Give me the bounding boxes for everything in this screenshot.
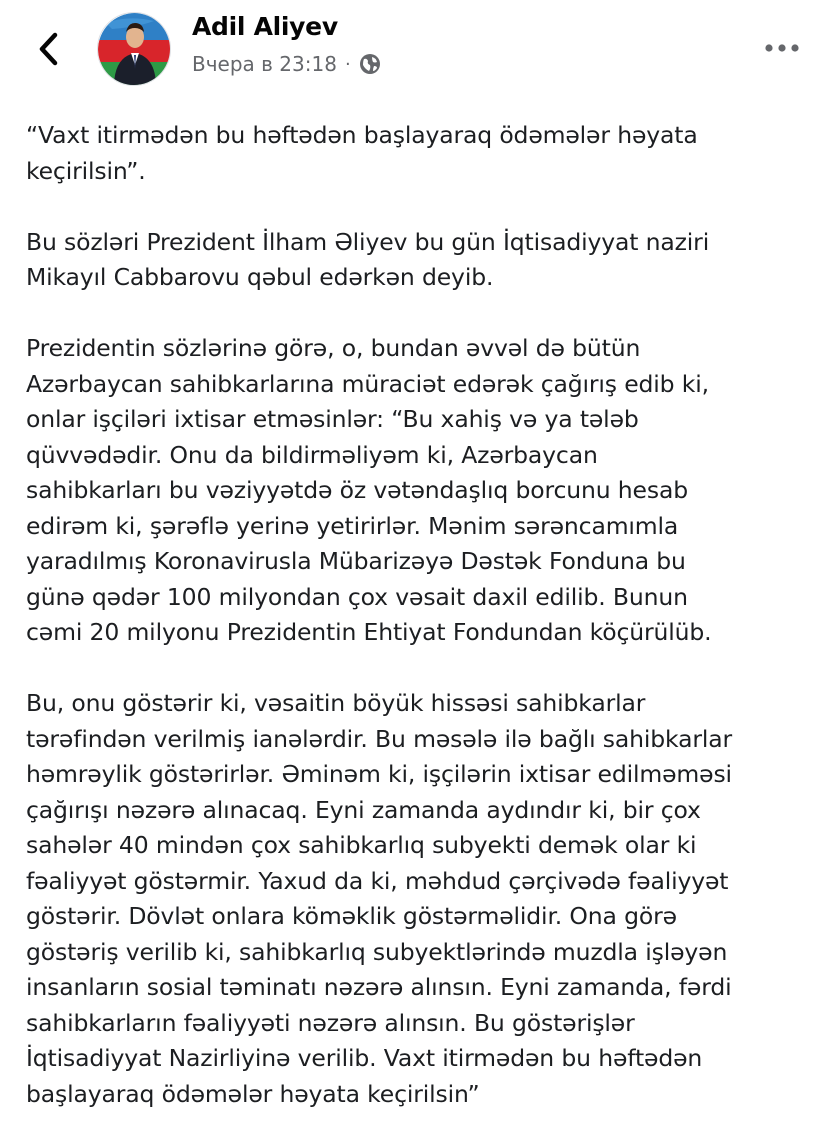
text-line: qüvvədədir. Onu da bildirməliyəm ki, Azərbaycan xyxy=(26,440,598,469)
post-text xyxy=(26,118,816,1112)
text-line: Bu sözləri Prezident İlham Əliyev bu gün İqtisadiyyat naziri xyxy=(26,227,710,256)
post-meta xyxy=(192,50,381,78)
text-line: Prezidentin sözlərinə görə, o, bundan əvvəl də bütün xyxy=(26,334,641,362)
paragraph-2 xyxy=(26,225,816,296)
text-line: insanların sosial təminatı nəzərə alınsın. Eyni zamanda, fərdi xyxy=(26,973,732,1001)
text-line: edirəm ki, şərəflə yerinə yetirirlər. Mənim sərəncamımla xyxy=(26,511,679,540)
back-button[interactable] xyxy=(28,26,68,72)
text-line: yaradılmış Koronavirusla Mübarizəyə Dəstək Fonduna bu xyxy=(26,547,686,575)
text-line: keçirilsin”. xyxy=(26,156,146,185)
text-line: çağırışı nəzərə alınacaq. Eyni zamanda aydındır ki, bir çox xyxy=(26,795,701,824)
meta-separator: · xyxy=(344,53,351,75)
profile-photo xyxy=(98,13,171,86)
post-header xyxy=(0,0,828,100)
text-line: göstərir. Dövlət onlara köməklik göstərməlidir. Ona görə xyxy=(26,902,677,930)
text-line: günə qədər 100 milyondan çox vəsait daxil edilib. Bunun xyxy=(26,582,688,611)
text-line: Bu, onu göstərir ki, vəsaitin böyük hissəsi sahibkarlar xyxy=(26,689,646,717)
text-line: sahələr 40 mindən çox sahibkarlıq subyekti demək olar ki xyxy=(26,831,697,859)
text-line: göstəriş verilib ki, sahibkarlıq subyektlərində muzdla işləyən xyxy=(26,937,728,966)
text-line: tərəfindən verilmiş ianələrdir. Bu məsələ ilə bağlı sahibkarlar xyxy=(26,724,732,753)
text-line: Mikayıl Cabbarovu qəbul edərkən deyib. xyxy=(26,263,494,291)
text-line: İqtisadiyyat Nazirliyinə verilib. Vaxt itirmədən bu həftədən xyxy=(26,1044,703,1072)
chevron-left-icon xyxy=(37,32,59,66)
text-line: sahibkarların fəaliyyəti nəzərə alınsın. Bu göstərişlər xyxy=(26,1008,635,1037)
more-options-button[interactable] xyxy=(760,30,804,66)
more-horizontal-icon xyxy=(764,43,800,53)
paragraph-4 xyxy=(26,686,816,1112)
text-line: sahibkarları bu vəziyyətdə öz vətəndaşlıq borcunu hesab xyxy=(26,476,688,504)
text-line: cəmi 20 milyonu Prezidentin Ehtiyat Fondundan köçürülüb. xyxy=(26,618,712,646)
text-line: Azərbaycan sahibkarlarına müraciət edərək çağırış edib ki, xyxy=(26,369,709,398)
text-line: “Vaxt itirmədən bu həftədən başlayaraq ödəmələr həyata xyxy=(26,121,698,149)
paragraph-1 xyxy=(26,118,816,189)
text-line: başlayaraq ödəmələr həyata keçirilsin” xyxy=(26,1079,480,1108)
paragraph-3 xyxy=(26,331,816,651)
globe-icon xyxy=(359,53,381,75)
text-line: onlar işçiləri ixtisar etməsinlər: “Bu xahiş və ya tələb xyxy=(26,405,639,433)
post-timestamp[interactable]: Вчера в 23:18 xyxy=(192,52,337,76)
text-line: fəaliyyət göstərmir. Yaxud da ki, məhdud çərçivədə fəaliyyət xyxy=(26,866,729,895)
author-name[interactable]: Adil Aliyev xyxy=(192,12,338,41)
text-line: həmrəylik göstərirlər. Əminəm ki, işçilərin ixtisar edilməməsi xyxy=(26,760,732,788)
avatar[interactable] xyxy=(97,12,171,86)
